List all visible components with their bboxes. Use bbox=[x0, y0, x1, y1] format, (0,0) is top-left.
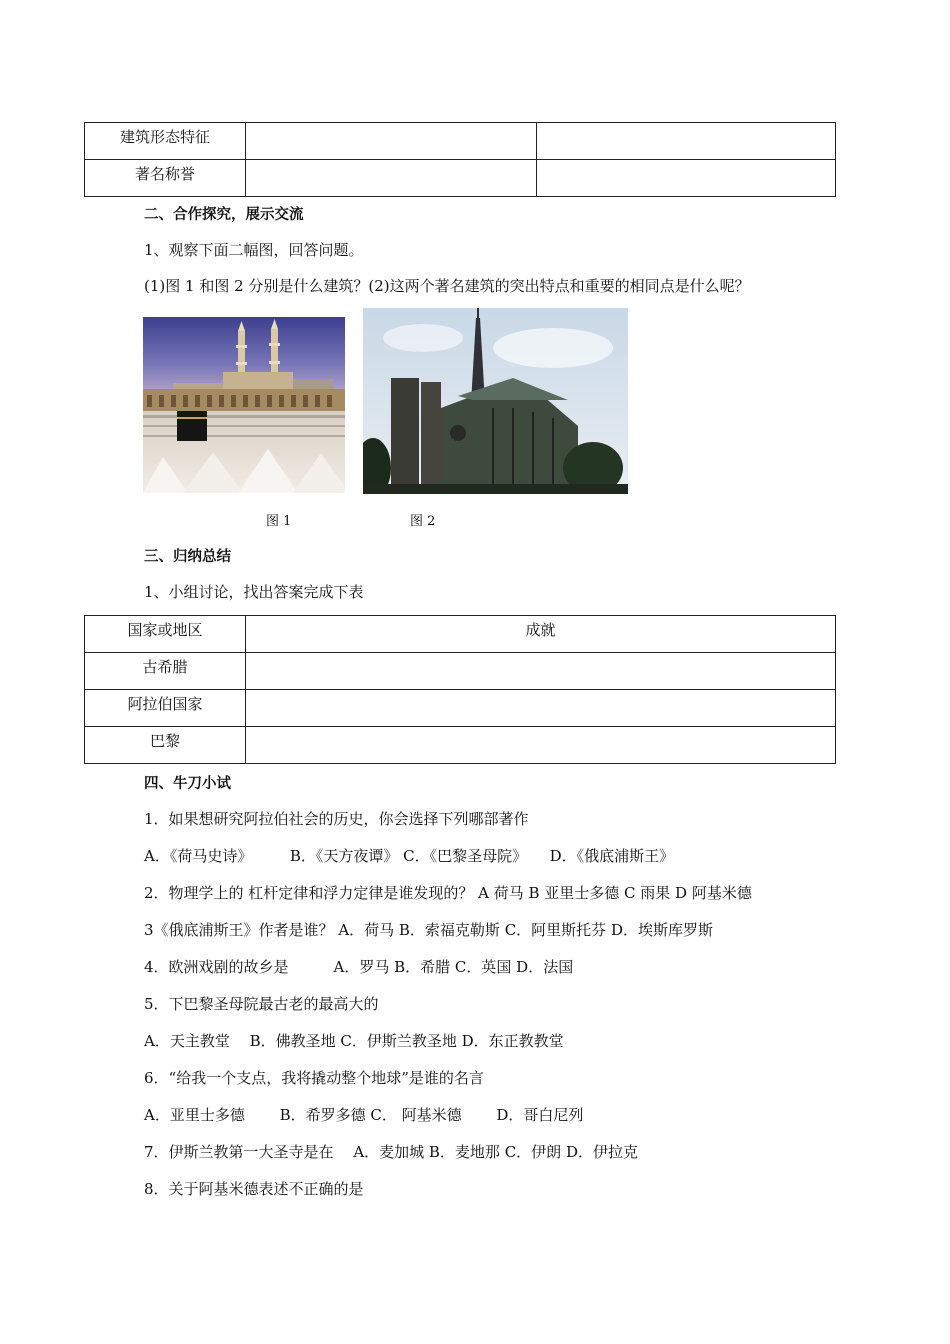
row-label: 著名称誉 bbox=[85, 160, 246, 197]
question-line: A．天主教堂 B．佛教圣地 C．伊斯兰教圣地 D．东正教教堂 bbox=[144, 1032, 564, 1050]
question-line: 6．“给我一个支点，我将撬动整个地球”是谁的名言 bbox=[144, 1069, 484, 1087]
section-heading: 二、合作探究，展示交流 bbox=[144, 207, 304, 223]
section-heading: 四、牛刀小试 bbox=[144, 776, 231, 792]
answer-cell[interactable] bbox=[537, 160, 836, 197]
answer-cell[interactable] bbox=[246, 123, 537, 160]
table-header-row bbox=[85, 616, 836, 653]
mecca-mosque-image bbox=[143, 317, 345, 493]
question-line: 1．如果想研究阿拉伯社会的历史，你会选择下列哪部著作 bbox=[144, 810, 529, 828]
achievements-table bbox=[84, 615, 836, 764]
answer-cell[interactable] bbox=[246, 690, 836, 727]
answer-cell[interactable] bbox=[537, 123, 836, 160]
question-line: A．《荷马史诗》 B．《天方夜谭》 C．《巴黎圣母院》 D．《俄底浦斯王》 bbox=[144, 847, 675, 865]
question-line: A．亚里士多德 B．希罗多德 C． 阿基米德 D．哥白尼列 bbox=[144, 1106, 584, 1124]
answer-cell[interactable] bbox=[246, 653, 836, 690]
answer-cell[interactable] bbox=[246, 727, 836, 764]
question-text: (1)图 1 和图 2 分别是什么建筑？(2)这两个著名建筑的突出特点和重要的相同点是什么呢？ bbox=[144, 277, 750, 295]
row-label: 巴黎 bbox=[85, 727, 246, 764]
section-heading: 三、归纳总结 bbox=[144, 549, 231, 565]
column-header: 成就 bbox=[246, 616, 836, 653]
architecture-table bbox=[84, 122, 836, 197]
notre-dame-image bbox=[363, 308, 628, 494]
table-row bbox=[85, 653, 836, 690]
question-line: 5．下巴黎圣母院最古老的最高大的 bbox=[144, 995, 379, 1013]
table-row bbox=[85, 160, 836, 197]
table-row bbox=[85, 690, 836, 727]
question-line: 4．欧洲戏剧的故乡是 A．罗马 B．希腊 C．英国 D．法国 bbox=[144, 958, 574, 976]
answer-cell[interactable] bbox=[246, 160, 537, 197]
row-label: 建筑形态特征 bbox=[85, 123, 246, 160]
figure-2-caption: 图 2 bbox=[410, 514, 436, 529]
question-text: 1、观察下面二幅图，回答问题。 bbox=[144, 241, 364, 259]
question-line: 7．伊斯兰教第一大圣寺是在 A．麦加城 B．麦地那 C．伊朗 D．伊拉克 bbox=[144, 1143, 638, 1161]
table-row bbox=[85, 123, 836, 160]
table-row bbox=[85, 727, 836, 764]
figure-1-caption: 图 1 bbox=[266, 514, 292, 529]
column-header: 国家或地区 bbox=[85, 616, 246, 653]
question-line: 3《俄底浦斯王》作者是谁？ A．荷马 B．索福克勒斯 C．阿里斯托芬 D．埃斯库罗斯 bbox=[144, 921, 713, 939]
row-label: 古希腊 bbox=[85, 653, 246, 690]
row-label: 阿拉伯国家 bbox=[85, 690, 246, 727]
question-line: 2．物理学上的 杠杆定律和浮力定律是谁发现的？ A 荷马 B 亚里士多德 C 雨果 D 阿基米德 bbox=[144, 884, 752, 902]
question-line: 8．关于阿基米德表述不正确的是 bbox=[144, 1180, 364, 1198]
question-text: 1、小组讨论，找出答案完成下表 bbox=[144, 583, 364, 601]
